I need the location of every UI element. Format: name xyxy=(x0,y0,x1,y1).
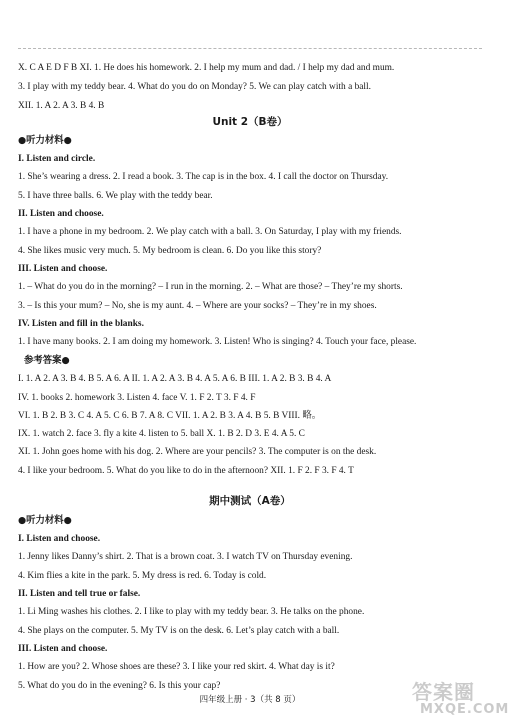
answer-line: 4. I like your bedroom. 5. What do you like to do in the afternoon? XII. 1. F 2. F 3. F 4. T xyxy=(18,466,354,476)
answer-line: X. C A E D F B XI. 1. He does his homework. 2. I help my mum and dad. / I help my dad and mum. xyxy=(18,63,395,73)
text-line: 1. Li Ming washes his clothes. 2. I like to play with my teddy bear. 3. He talks on the phone. xyxy=(18,607,365,617)
page-number-footer: 四年级上册 · 3（共 8 页） xyxy=(199,695,301,705)
answer-line: I. 1. A 2. A 3. B 4. B 5. A 6. A II. 1. A 2. A 3. B 4. A 5. A 6. B III. 1. A 2. B 3. B 4. A xyxy=(18,374,332,384)
midterm-title: 期中测试（A卷） xyxy=(209,495,291,507)
text-line: 4. She likes music very much. 5. My bedroom is clean. 6. Do you like this story? xyxy=(18,246,322,256)
top-dashed-divider xyxy=(18,48,482,49)
text-line: 4. She plays on the computer. 5. My TV is on the desk. 6. Let’s play catch with a ball. xyxy=(18,626,340,636)
section-heading: I. Listen and circle. xyxy=(18,154,96,164)
text-line: 3. – Is this your mum? – No, she is my aunt. 4. – Where are your socks? – They’re in my shoes. xyxy=(18,301,377,311)
answer-line: XI. 1. John goes home with his dog. 2. Where are your pencils? 3. The computer is on the desk. xyxy=(18,447,377,457)
unit2-title: Unit 2（B卷） xyxy=(212,116,288,128)
answer-line: XII. 1. A 2. A 3. B 4. B xyxy=(18,101,105,111)
watermark-url: MXQE.COM xyxy=(420,702,509,717)
answer-key-heading: 参考答案● xyxy=(24,355,70,366)
text-line: 4. Kim flies a kite in the park. 5. My dress is red. 6. Today is cold. xyxy=(18,571,267,581)
section-heading: III. Listen and choose. xyxy=(18,264,108,274)
watermark-text: 答案圈 xyxy=(412,680,475,704)
section-heading: II. Listen and tell true or false. xyxy=(18,589,141,599)
section-heading: IV. Listen and fill in the blanks. xyxy=(18,319,144,329)
text-line: 1. I have a phone in my bedroom. 2. We play catch with a ball. 3. On Saturday, I play with my friends. xyxy=(18,227,402,237)
watermark-logo xyxy=(412,676,509,722)
section-heading: III. Listen and choose. xyxy=(18,644,108,654)
answer-line: IX. 1. watch 2. face 3. fly a kite 4. listen to 5. ball X. 1. B 2. D 3. E 4. A 5. C xyxy=(18,429,305,439)
text-line: 1. I have many books. 2. I am doing my homework. 3. Listen! Who is singing? 4. Touch your face, please. xyxy=(18,337,417,347)
section-heading: I. Listen and choose. xyxy=(18,534,101,544)
text-line: 1. – What do you do in the morning? – I run in the morning. 2. – What are those? – They’re my shorts. xyxy=(18,282,403,292)
section-heading: II. Listen and choose. xyxy=(18,209,104,219)
text-line: 1. She’s wearing a dress. 2. I read a book. 3. The cap is in the box. 4. I call the doctor on Thursday. xyxy=(18,172,389,182)
answer-line: VI. 1. B 2. B 3. C 4. A 5. C 6. B 7. A 8. C VII. 1. A 2. B 3. A 4. B 5. B VIII. 略。 xyxy=(18,411,322,421)
listening-material-heading: ●听力材料● xyxy=(18,135,72,146)
answer-line: IV. 1. books 2. homework 3. Listen 4. face V. 1. F 2. T 3. F 4. F xyxy=(18,393,256,403)
text-line: 1. Jenny likes Danny’s shirt. 2. That is a brown coat. 3. I watch TV on Thursday evening. xyxy=(18,552,353,562)
answer-line: 3. I play with my teddy bear. 4. What do you do on Monday? 5. We can play catch with a ball. xyxy=(18,82,371,92)
text-line: 1. How are you? 2. Whose shoes are these? 3. I like your red skirt. 4. What day is it? xyxy=(18,662,335,672)
text-line: 5. I have three balls. 6. We play with the teddy bear. xyxy=(18,191,213,201)
text-line: 5. What do you do in the evening? 6. Is this your cap? xyxy=(18,681,221,691)
listening-material-heading: ●听力材料● xyxy=(18,515,72,526)
